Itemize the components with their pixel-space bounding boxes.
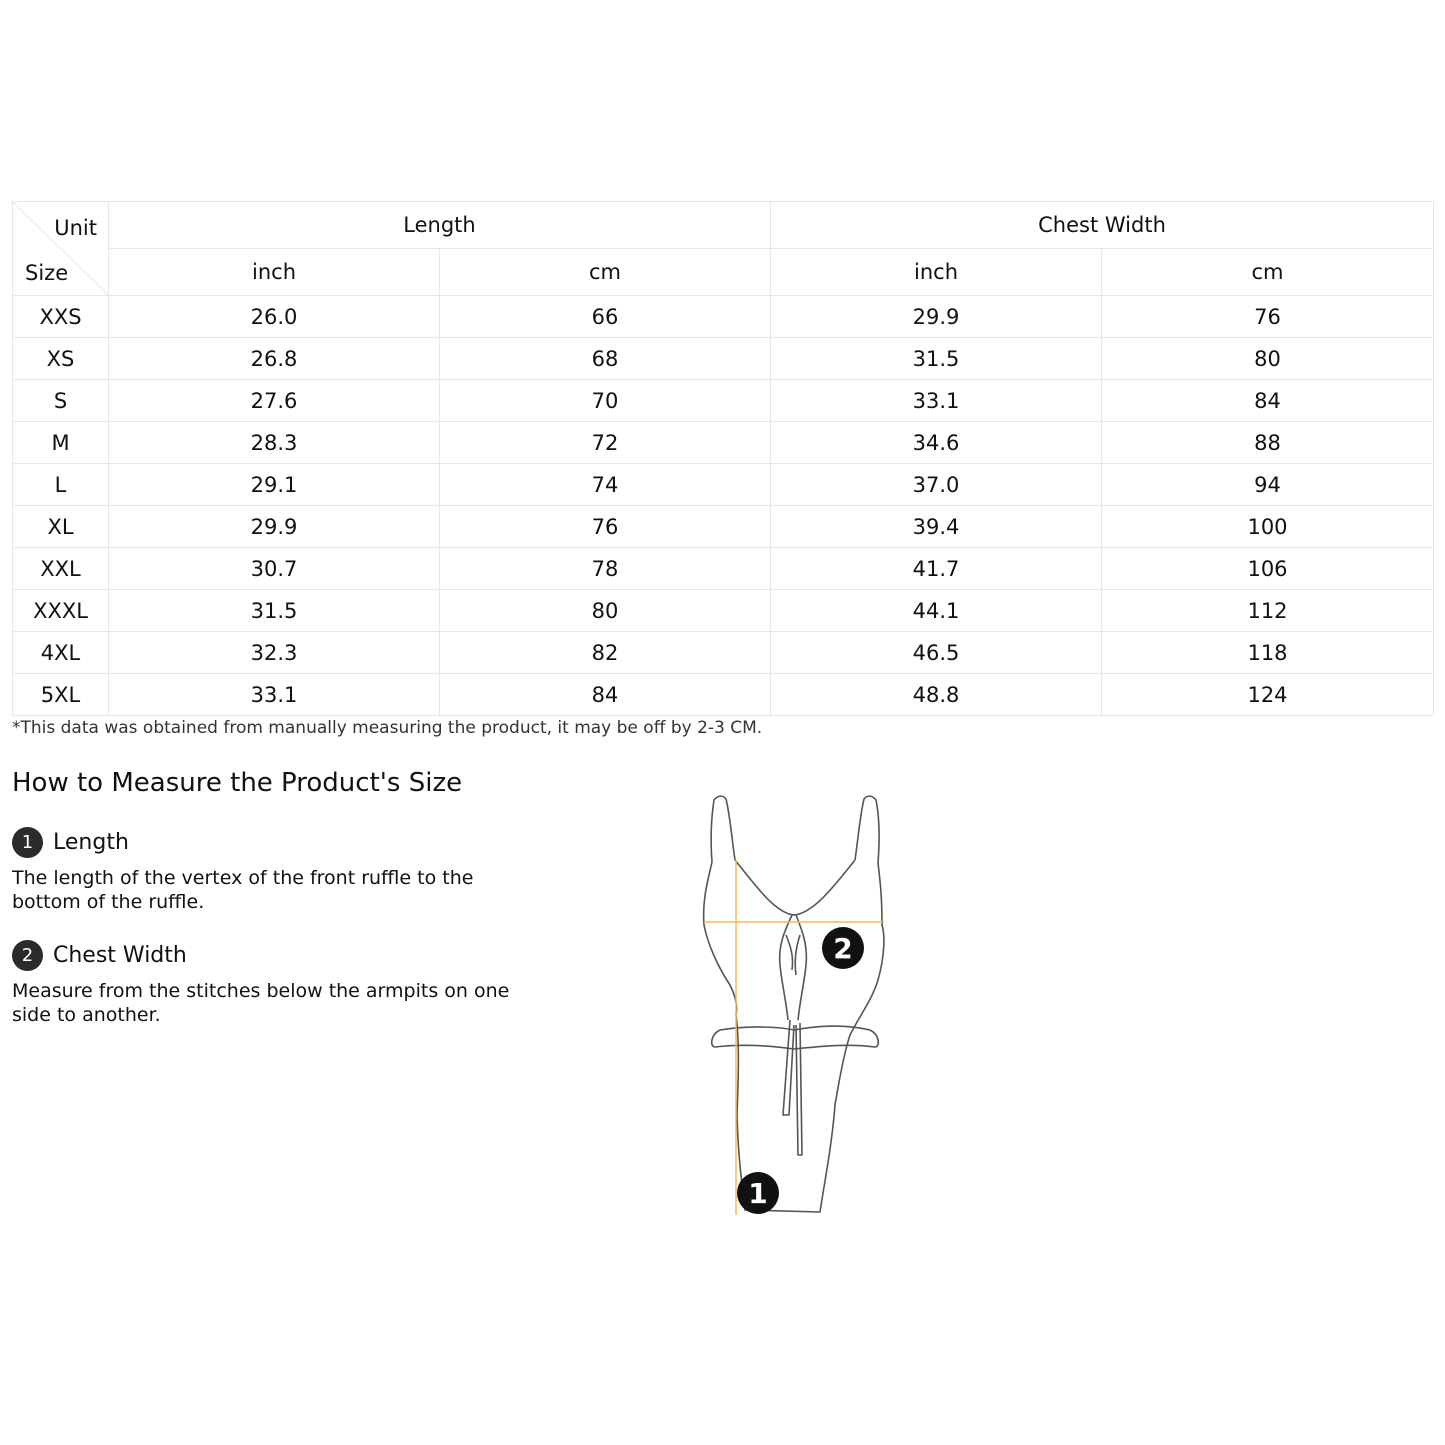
table-row	[13, 632, 1434, 674]
table-row	[13, 464, 1434, 506]
measure-item-head	[12, 826, 522, 858]
table-row	[13, 422, 1434, 464]
tie-string-left	[783, 1020, 794, 1115]
diagram-marker-2	[822, 927, 864, 969]
cell-size: S	[13, 380, 109, 422]
marker-1-label: 1	[748, 1177, 768, 1210]
cell-chest-inch: 48.8	[771, 674, 1102, 716]
cell-chest-inch: 34.6	[771, 422, 1102, 464]
cell-length-cm: 72	[440, 422, 771, 464]
cell-size: 5XL	[13, 674, 109, 716]
cell-size: 4XL	[13, 632, 109, 674]
cell-chest-cm: 100	[1102, 506, 1434, 548]
cell-chest-cm: 76	[1102, 296, 1434, 338]
cell-chest-inch: 29.9	[771, 296, 1102, 338]
measurement-note: *This data was obtained from manually measuring the product, it may be off by 2-3 CM.	[12, 718, 763, 738]
cell-length-inch: 27.6	[109, 380, 440, 422]
table-row	[13, 590, 1434, 632]
cell-chest-cm: 84	[1102, 380, 1434, 422]
table-row	[13, 338, 1434, 380]
group-header-chest-width: Chest Width	[771, 202, 1434, 249]
tie-string-right	[796, 1023, 802, 1155]
cell-length-cm: 80	[440, 590, 771, 632]
cell-size: XXL	[13, 548, 109, 590]
cell-chest-inch: 33.1	[771, 380, 1102, 422]
table-header-row	[13, 202, 1434, 249]
table-body	[13, 296, 1434, 716]
table-row	[13, 296, 1434, 338]
unit-header-length-cm: cm	[440, 249, 771, 296]
cell-length-cm: 70	[440, 380, 771, 422]
measure-item-description: The length of the vertex of the front ruffle to the bottom of the ruffle.	[12, 867, 474, 913]
marker-2-label: 2	[833, 932, 853, 965]
measure-item-name: Length	[53, 829, 129, 855]
cell-length-cm: 76	[440, 506, 771, 548]
swimsuit-measurement-diagram	[690, 785, 900, 1225]
cell-length-inch: 29.9	[109, 506, 440, 548]
table-row	[13, 674, 1434, 716]
cell-chest-inch: 31.5	[771, 338, 1102, 380]
table-unit-row	[13, 249, 1434, 296]
measure-item-name: Chest Width	[53, 942, 187, 968]
cell-chest-cm: 112	[1102, 590, 1434, 632]
cell-length-inch: 32.3	[109, 632, 440, 674]
measure-item-length	[12, 826, 522, 914]
waist-strap-upper	[720, 1026, 870, 1030]
cell-length-inch: 31.5	[109, 590, 440, 632]
cell-size: M	[13, 422, 109, 464]
cell-length-inch: 26.0	[109, 296, 440, 338]
cell-length-cm: 74	[440, 464, 771, 506]
cell-length-inch: 26.8	[109, 338, 440, 380]
ruffle-folds	[786, 935, 800, 975]
group-header-length: Length	[109, 202, 771, 249]
cell-length-inch: 30.7	[109, 548, 440, 590]
neckline	[735, 860, 855, 915]
cell-size: XL	[13, 506, 109, 548]
cell-chest-inch: 37.0	[771, 464, 1102, 506]
corner-unit-label: Unit	[54, 216, 97, 240]
cell-chest-inch: 39.4	[771, 506, 1102, 548]
ruffle-right	[796, 915, 806, 1020]
diagram-marker-1	[737, 1172, 779, 1214]
cell-length-cm: 84	[440, 674, 771, 716]
cell-chest-cm: 106	[1102, 548, 1434, 590]
cell-length-inch: 28.3	[109, 422, 440, 464]
table-corner-cell	[13, 202, 109, 296]
table-row	[13, 380, 1434, 422]
waist-strap-left-loop	[712, 1030, 720, 1047]
right-strap	[855, 796, 879, 863]
cell-length-inch: 33.1	[109, 674, 440, 716]
cell-length-cm: 68	[440, 338, 771, 380]
cell-length-inch: 29.1	[109, 464, 440, 506]
cell-length-cm: 66	[440, 296, 771, 338]
waist-strap-lower	[715, 1045, 875, 1049]
unit-header-length-inch: inch	[109, 249, 440, 296]
cell-size: L	[13, 464, 109, 506]
cell-chest-cm: 94	[1102, 464, 1434, 506]
measure-item-head	[12, 939, 522, 971]
number-badge-2: 2	[12, 940, 43, 971]
cell-size: XXS	[13, 296, 109, 338]
table-row	[13, 548, 1434, 590]
left-strap	[711, 796, 735, 862]
unit-header-chest-cm: cm	[1102, 249, 1434, 296]
cell-chest-cm: 80	[1102, 338, 1434, 380]
swimsuit-outline	[704, 796, 884, 1212]
corner-size-label: Size	[25, 261, 69, 285]
cell-chest-cm: 88	[1102, 422, 1434, 464]
cell-size: XS	[13, 338, 109, 380]
measure-section-title: How to Measure the Product's Size	[12, 768, 463, 798]
size-chart-table	[12, 201, 1434, 716]
cell-length-cm: 78	[440, 548, 771, 590]
waist-strap-right-loop	[870, 1030, 878, 1047]
cell-length-cm: 82	[440, 632, 771, 674]
cell-chest-inch: 44.1	[771, 590, 1102, 632]
table-row	[13, 506, 1434, 548]
measure-item-description: Measure from the stitches below the armpits on one side to another.	[12, 980, 510, 1026]
number-badge-1: 1	[12, 827, 43, 858]
cell-chest-cm: 118	[1102, 632, 1434, 674]
ruffle-left	[780, 915, 792, 1020]
cell-chest-inch: 41.7	[771, 548, 1102, 590]
measure-item-chest-width	[12, 939, 522, 1027]
cell-size: XXXL	[13, 590, 109, 632]
unit-header-chest-inch: inch	[771, 249, 1102, 296]
cell-chest-cm: 124	[1102, 674, 1434, 716]
cell-chest-inch: 46.5	[771, 632, 1102, 674]
